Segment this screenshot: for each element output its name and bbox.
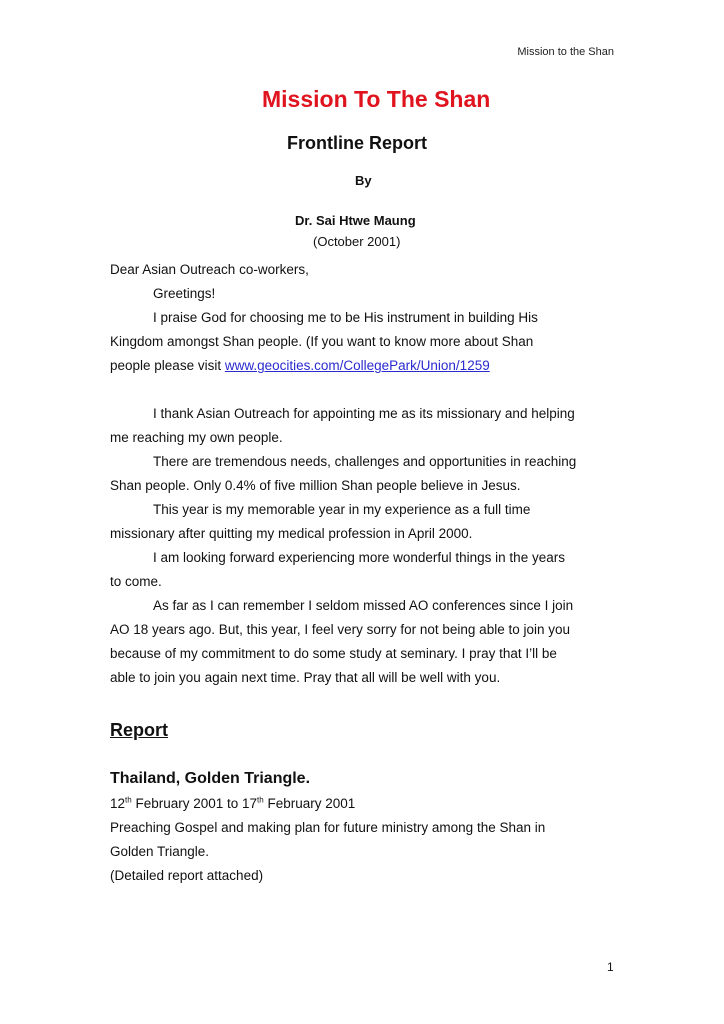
- paragraph-line: Shan people. Only 0.4% of five million Shan people believe in Jesus.: [110, 478, 521, 493]
- document-subtitle: Frontline Report: [287, 133, 427, 153]
- date-end-rest: February 2001: [263, 796, 356, 811]
- description-line: Preaching Gospel and making plan for future ministry among the Shan in: [110, 820, 546, 835]
- paragraph-line: because of my commitment to do some study at seminary. I pray that I’ll be: [110, 646, 557, 661]
- section-body: [110, 792, 620, 888]
- running-header: Mission to the Shan: [517, 46, 614, 58]
- byline-by: By: [355, 173, 372, 188]
- blank-line: [110, 378, 620, 402]
- report-note: (Detailed report attached): [110, 868, 264, 883]
- paragraph-line: to come.: [110, 574, 162, 589]
- paragraph-line: able to join you again next time. Pray that all will be well with you.: [110, 670, 501, 685]
- ordinal-suffix: th: [257, 795, 264, 805]
- paragraph-line: AO 18 years ago. But, this year, I feel very sorry for not being able to join you: [110, 622, 570, 637]
- salutation: Dear Asian Outreach co-workers,: [110, 262, 309, 277]
- description-line: Golden Triangle.: [110, 844, 210, 859]
- date-start-day: 12: [110, 796, 126, 811]
- author-name: Dr. Sai Htwe Maung: [295, 213, 416, 228]
- paragraph-line: I am looking forward experiencing more wonderful things in the years: [153, 550, 565, 565]
- date-range: [110, 792, 620, 816]
- section-heading: Thailand, Golden Triangle.: [110, 770, 311, 787]
- paragraph-text: people please visit: [110, 358, 225, 373]
- paragraph-line: There are tremendous needs, challenges and opportunities in reaching: [153, 454, 577, 469]
- paragraph-line: missionary after quitting my medical profession in April 2000.: [110, 526, 473, 541]
- paragraph-line: As far as I can remember I seldom missed AO conferences since I join: [153, 598, 574, 613]
- paragraph-line: Kingdom amongst Shan people. (If you want to know more about Shan: [110, 334, 534, 349]
- ordinal-suffix: th: [125, 795, 132, 805]
- document-date: (October 2001): [313, 234, 401, 249]
- paragraph-line: This year is my memorable year in my experience as a full time: [153, 502, 531, 517]
- page-number: 1: [607, 960, 614, 974]
- paragraph-line: me reaching my own people.: [110, 430, 283, 445]
- paragraph-line: [110, 354, 620, 378]
- letter-body: [110, 258, 620, 690]
- report-heading: Report: [110, 720, 168, 740]
- date-start-rest: February 2001 to 17: [131, 796, 258, 811]
- paragraph-line: I praise God for choosing me to be His instrument in building His: [153, 310, 538, 325]
- paragraph-line: I thank Asian Outreach for appointing me as its missionary and helping: [153, 406, 575, 421]
- document-title: Mission To The Shan: [262, 86, 491, 112]
- geocities-link[interactable]: www.geocities.com/CollegePark/Union/1259: [224, 358, 490, 373]
- greeting: Greetings!: [153, 286, 216, 301]
